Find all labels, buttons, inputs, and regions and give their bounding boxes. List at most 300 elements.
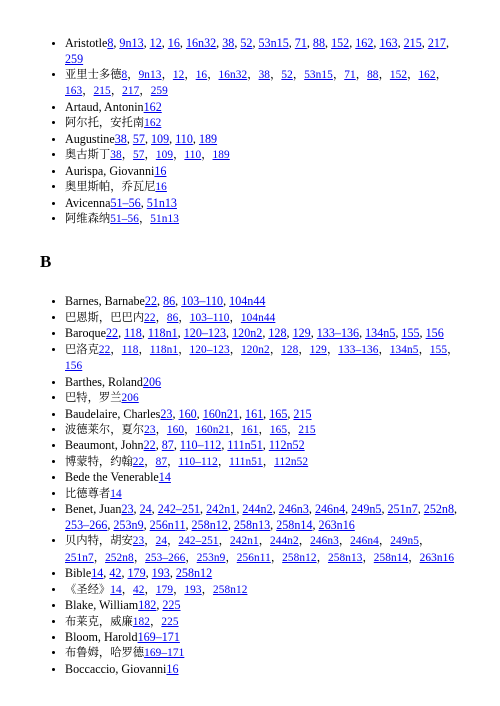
index-entry: [65, 645, 500, 661]
ref-separator: ,: [397, 36, 404, 50]
page-ref-link[interactable]: 252n8: [105, 551, 134, 564]
page-ref-link[interactable]: 179: [127, 566, 146, 581]
page-ref-link[interactable]: 103–110: [189, 311, 230, 324]
ref-separator: ，: [316, 551, 328, 564]
ref-separator: ,: [103, 566, 110, 581]
page-ref-link[interactable]: 104n44: [240, 311, 276, 324]
page-ref-link[interactable]: 118n1: [147, 326, 178, 341]
page-ref-link[interactable]: 53n15: [258, 36, 289, 50]
page-ref-link[interactable]: 16: [167, 36, 180, 50]
page-ref-link[interactable]: 206: [142, 374, 162, 389]
ref-separator: ,: [141, 326, 148, 341]
index-term: Blake, William: [65, 598, 139, 612]
page-ref-link[interactable]: 14: [110, 487, 122, 500]
page-ref-link[interactable]: 160: [178, 406, 197, 421]
index-term: Bede the Venerable: [65, 470, 159, 485]
page-ref-link[interactable]: 259: [65, 51, 84, 66]
page-ref-link[interactable]: 57: [132, 131, 145, 146]
ref-separator: ,: [143, 517, 150, 532]
index-entry: [65, 390, 500, 406]
page-ref-link[interactable]: 160: [166, 424, 185, 437]
page-ref-link[interactable]: 258n14: [373, 551, 409, 564]
page-ref-link[interactable]: 251n7: [65, 551, 94, 564]
index-term: 《圣经》: [65, 583, 111, 596]
index-entry: [65, 566, 500, 582]
page-ref-link[interactable]: 42: [133, 583, 145, 596]
page-ref-link[interactable]: 129: [292, 326, 311, 341]
index-term: Baudelaire, Charles: [65, 406, 161, 421]
page-ref-link[interactable]: 242n1: [206, 502, 237, 517]
ref-separator: ,: [196, 406, 203, 421]
page-ref-link[interactable]: 182: [138, 598, 157, 612]
index-term: Augustine: [65, 131, 115, 146]
ref-separator: ，: [362, 551, 374, 564]
ref-separator: ,: [151, 502, 158, 517]
index-list-b: [0, 294, 500, 677]
page-ref-link[interactable]: 110–112: [178, 455, 218, 468]
ref-separator: ，: [93, 551, 106, 564]
page-ref-link[interactable]: 24: [139, 502, 152, 517]
page-ref-link[interactable]: 9n13: [119, 36, 144, 50]
ref-separator: ，: [435, 69, 447, 81]
page-ref-link[interactable]: 244n2: [270, 535, 299, 548]
page-ref-link[interactable]: 258n13: [233, 517, 271, 532]
ref-separator: ，: [287, 424, 299, 437]
ref-separator: ，: [144, 535, 156, 548]
ref-separator: ,: [286, 326, 293, 341]
ref-separator: ，: [121, 149, 134, 162]
page-ref-link[interactable]: 252n8: [423, 502, 455, 517]
page-ref-link[interactable]: 246n3: [310, 535, 339, 548]
page-ref-link[interactable]: 71: [294, 36, 307, 50]
ref-separator: ,: [263, 406, 270, 421]
page-ref-link[interactable]: 244n2: [242, 502, 273, 517]
index-entry: [65, 438, 500, 454]
index-term: Artaud, Antonin: [65, 99, 144, 114]
index-term: 贝内特，胡安: [65, 535, 133, 548]
index-entry: [65, 196, 500, 212]
index-entry: [65, 164, 500, 180]
ref-separator: ，: [418, 343, 430, 356]
page-ref-link[interactable]: 120–123: [189, 343, 230, 356]
ref-separator: ,: [221, 438, 228, 453]
index-entry: [65, 407, 500, 423]
page-ref-link[interactable]: 16n32: [185, 36, 217, 50]
index-entry: [65, 211, 500, 227]
ref-separator: ,: [169, 131, 176, 146]
ref-separator: ,: [325, 36, 332, 50]
ref-separator: ,: [155, 438, 162, 453]
page-ref-link[interactable]: 120–123: [183, 326, 227, 341]
page-ref-link[interactable]: 24: [155, 535, 168, 548]
page-ref-link[interactable]: 249n5: [390, 535, 419, 548]
page-ref-link[interactable]: 111n51: [229, 455, 263, 468]
page-ref-link[interactable]: 112n52: [274, 455, 309, 468]
page-ref-link[interactable]: 259: [150, 85, 168, 98]
ref-separator: ,: [226, 326, 233, 341]
page-ref-link[interactable]: 263n16: [318, 517, 355, 532]
ref-separator: ,: [262, 438, 269, 453]
ref-separator: ，: [207, 69, 219, 81]
page-ref-link[interactable]: 23: [160, 406, 173, 421]
ref-separator: ，: [258, 535, 271, 548]
ref-separator: ,: [161, 36, 168, 50]
ref-separator: ，: [225, 551, 237, 564]
page-ref-link[interactable]: 71: [344, 69, 356, 81]
page-ref-link[interactable]: 8: [107, 36, 114, 50]
ref-separator: ,: [200, 502, 207, 517]
ref-separator: ，: [298, 535, 311, 548]
page-ref-link[interactable]: 8: [121, 69, 128, 81]
index-entry: [65, 598, 500, 614]
index-entry: [65, 630, 500, 646]
ref-separator: ,: [157, 294, 164, 309]
page-ref-link[interactable]: 38: [258, 69, 271, 81]
ref-separator: ，: [201, 149, 213, 162]
page-ref-link[interactable]: 163: [379, 36, 398, 50]
index-entry: [65, 132, 500, 148]
page-ref-link[interactable]: 110: [184, 149, 202, 162]
page-ref-link[interactable]: 22: [132, 455, 145, 468]
page-ref-link[interactable]: 242–251: [178, 535, 219, 548]
page-ref-link[interactable]: 42: [109, 566, 122, 581]
ref-separator: ，: [270, 69, 282, 81]
page-ref-link[interactable]: 111n51: [227, 438, 263, 453]
index-entry: [65, 582, 500, 598]
page-ref-link[interactable]: 215: [293, 406, 312, 421]
page-ref-link[interactable]: 16: [195, 69, 208, 81]
index-entry: [65, 179, 500, 195]
page-ref-link[interactable]: 182: [132, 615, 151, 628]
page-ref-link[interactable]: 51–56: [110, 213, 139, 226]
page-ref-link[interactable]: 134n5: [389, 343, 419, 356]
page-ref-link[interactable]: 215: [93, 85, 111, 98]
page-ref-link[interactable]: 193: [184, 583, 202, 596]
page-ref-link[interactable]: 162: [143, 99, 162, 114]
ref-separator: ,: [223, 294, 230, 309]
ref-separator: ,: [169, 566, 176, 581]
ref-separator: ，: [144, 455, 156, 468]
index-term: Baroque: [65, 326, 106, 341]
page-ref-link[interactable]: 246n4: [314, 502, 346, 517]
page-ref-link[interactable]: 152: [331, 36, 350, 50]
ref-separator: ,: [288, 36, 295, 50]
ref-separator: ，: [378, 535, 391, 548]
page-ref-link[interactable]: 162: [144, 117, 162, 130]
page-ref-link[interactable]: 253n9: [196, 551, 226, 564]
page-ref-link[interactable]: 12: [149, 36, 162, 50]
ref-separator: ,: [287, 406, 294, 421]
index-term: 博蒙特，约翰: [65, 455, 133, 468]
index-entry: [65, 310, 500, 326]
page-ref-link[interactable]: 253–266: [65, 517, 108, 532]
page-ref-link[interactable]: 251n7: [387, 502, 418, 517]
index-term: 阿尔托，安托南: [65, 117, 145, 130]
ref-separator: ，: [262, 455, 275, 468]
page-ref-link[interactable]: 88: [367, 69, 379, 81]
page-ref-link[interactable]: 57: [133, 149, 145, 162]
page-ref-link[interactable]: 162: [418, 69, 436, 81]
page-ref-link[interactable]: 156: [425, 326, 444, 341]
index-entry: [65, 486, 500, 502]
page-ref-link[interactable]: 16n32: [218, 69, 248, 81]
page-ref-link[interactable]: 22: [144, 311, 156, 324]
page-ref-link[interactable]: 51–56: [110, 195, 141, 210]
page-ref-link[interactable]: 22: [144, 294, 158, 309]
page-ref-link[interactable]: 134n5: [365, 326, 396, 341]
page-ref-link[interactable]: 161: [245, 406, 264, 421]
page-ref-link[interactable]: 179: [155, 583, 174, 596]
page-ref-link[interactable]: 51n13: [150, 213, 180, 226]
page-ref-link[interactable]: 14: [91, 566, 104, 581]
ref-separator: ，: [184, 424, 196, 437]
ref-separator: ，: [447, 343, 459, 356]
index-term: 巴恩斯，巴巴内: [65, 311, 145, 324]
index-entry: [65, 147, 500, 163]
ref-separator: ,: [227, 517, 234, 532]
page-ref-link[interactable]: 169–171: [144, 647, 185, 660]
page-ref-link[interactable]: 14: [110, 583, 122, 596]
page-ref-link[interactable]: 152: [389, 69, 408, 81]
index-term: 巴洛克: [65, 343, 99, 356]
page-ref-link[interactable]: 103–110: [181, 294, 224, 309]
page-ref-link[interactable]: 225: [161, 615, 179, 628]
page-ref-link[interactable]: 22: [105, 326, 119, 341]
ref-separator: ,: [454, 502, 458, 517]
page-ref-link[interactable]: 263n16: [419, 551, 455, 564]
page-ref-link[interactable]: 86: [163, 294, 176, 309]
page-ref-link[interactable]: 160n21: [202, 406, 239, 421]
index-term: 阿维森纳: [65, 213, 111, 226]
ref-separator: ,: [177, 326, 184, 341]
page-ref-link[interactable]: 246n4: [350, 535, 379, 548]
ref-separator: ，: [247, 69, 259, 81]
page-ref-link[interactable]: 165: [269, 424, 288, 437]
ref-separator: ，: [138, 213, 151, 226]
index-term: Barthes, Roland: [65, 374, 143, 389]
ref-separator: ，: [127, 69, 139, 81]
ref-separator: ,: [417, 502, 424, 517]
ref-separator: ,: [445, 36, 449, 50]
page-ref-link[interactable]: 22: [143, 438, 156, 453]
page-ref-link[interactable]: 86: [166, 311, 179, 324]
page-ref-link[interactable]: 217: [427, 36, 446, 50]
page-ref-link[interactable]: 249n5: [351, 502, 382, 517]
ref-separator: ，: [161, 69, 173, 81]
page-ref-link[interactable]: 51n13: [146, 195, 177, 210]
ref-separator: ，: [173, 149, 185, 162]
page-ref-link[interactable]: 253–266: [145, 551, 186, 564]
page-ref-link[interactable]: 133–136: [338, 343, 379, 356]
index-entry: [65, 614, 500, 630]
page-ref-link[interactable]: 87: [161, 438, 174, 453]
page-ref-link[interactable]: 215: [403, 36, 422, 50]
page-ref-link[interactable]: 87: [155, 455, 168, 468]
page-ref-link[interactable]: 242n1: [229, 535, 259, 548]
ref-separator: ,: [238, 406, 246, 421]
page-ref-link[interactable]: 110: [175, 131, 193, 146]
page-ref-link[interactable]: 133–136: [316, 326, 360, 341]
page-ref-link[interactable]: 118n1: [149, 343, 179, 356]
page-ref-link[interactable]: 258n12: [175, 566, 213, 581]
ref-separator: ,: [236, 502, 243, 517]
page-ref-link[interactable]: 258n13: [327, 551, 363, 564]
index-entry: [65, 342, 500, 375]
ref-separator: ,: [262, 326, 269, 341]
page-ref-link[interactable]: 53n15: [304, 69, 333, 81]
page-ref-link[interactable]: 109: [151, 131, 170, 146]
ref-separator: ，: [378, 69, 390, 81]
ref-separator: ，: [378, 343, 390, 356]
ref-separator: ，: [110, 343, 122, 356]
index-term: Bible: [65, 566, 92, 581]
ref-separator: ，: [167, 535, 179, 548]
page-ref-link[interactable]: 206: [121, 392, 139, 405]
page-ref-link[interactable]: 128: [281, 343, 299, 356]
page-ref-link[interactable]: 161: [241, 424, 259, 437]
ref-separator: ，: [217, 455, 230, 468]
page-ref-link[interactable]: 23: [144, 424, 156, 437]
page-ref-link[interactable]: 225: [162, 598, 181, 612]
index-entry: [65, 470, 500, 486]
index-term: Boccaccio, Giovanni: [65, 661, 167, 676]
index-entry: [65, 326, 500, 342]
ref-separator: ,: [310, 326, 317, 341]
page-ref-link[interactable]: 118: [121, 343, 139, 356]
page-ref-link[interactable]: 9n13: [138, 69, 162, 81]
ref-separator: ，: [229, 311, 241, 324]
ref-separator: ,: [421, 36, 428, 50]
ref-separator: ,: [234, 36, 241, 50]
page-ref-link[interactable]: 155: [401, 326, 420, 341]
page-ref-link[interactable]: 14: [158, 470, 171, 485]
ref-separator: ，: [229, 424, 242, 437]
page-ref-link[interactable]: 258n14: [276, 517, 313, 532]
page-ref-link[interactable]: 22: [98, 343, 111, 356]
index-term: Barnes, Barnabe: [65, 294, 145, 309]
page-ref-link[interactable]: 253n9: [113, 517, 144, 532]
page-ref-link[interactable]: 16: [155, 181, 167, 194]
ref-separator: ,: [172, 406, 179, 421]
page-ref-link[interactable]: 120n2: [241, 343, 270, 356]
page-ref-link[interactable]: 165: [269, 406, 288, 421]
ref-separator: ，: [326, 343, 339, 356]
ref-separator: ，: [298, 343, 310, 356]
page-ref-link[interactable]: 88: [312, 36, 326, 50]
ref-separator: ,: [395, 326, 402, 341]
index-term: Beaumont, John: [65, 438, 144, 453]
page-ref-link[interactable]: 163: [65, 85, 83, 98]
ref-separator: ,: [272, 502, 279, 517]
index-term: 布鲁姆，哈罗德: [65, 647, 145, 660]
index-term: Benet, Juan: [65, 502, 122, 517]
ref-separator: ，: [407, 69, 419, 81]
page-ref-link[interactable]: 52: [281, 69, 293, 81]
page-ref-link[interactable]: 189: [212, 149, 230, 162]
index-entry: [65, 115, 500, 131]
page-ref-link[interactable]: 169–171: [137, 629, 180, 644]
ref-separator: ，: [133, 551, 146, 564]
index-entry: [65, 533, 500, 566]
page-ref-link[interactable]: 258n12: [282, 551, 317, 564]
index-entry: [65, 67, 500, 100]
page-ref-link[interactable]: 104n44: [229, 294, 266, 309]
page-ref-link[interactable]: 52: [240, 36, 253, 50]
page-ref-link[interactable]: 215: [298, 424, 316, 437]
page-ref-link[interactable]: 23: [132, 535, 145, 548]
page-ref-link[interactable]: 109: [155, 149, 174, 162]
ref-separator: ,: [270, 517, 277, 532]
ref-separator: ,: [144, 131, 151, 146]
page-ref-link[interactable]: 189: [198, 131, 218, 146]
index-entry: [65, 375, 500, 391]
index-term: Aristotle: [65, 36, 108, 50]
index-term: 波德莱尔，夏尔: [65, 424, 145, 437]
ref-separator: ，: [110, 85, 123, 98]
page-ref-link[interactable]: 193: [151, 566, 170, 581]
ref-separator: ,: [349, 36, 356, 50]
ref-separator: ，: [338, 535, 351, 548]
page-ref-link[interactable]: 118: [124, 326, 142, 341]
index-entry: [65, 36, 500, 67]
ref-separator: ，: [150, 615, 162, 628]
page-ref-link[interactable]: 23: [121, 502, 134, 517]
page-ref-link[interactable]: 129: [309, 343, 327, 356]
page-ref-link[interactable]: 112n52: [268, 438, 305, 453]
ref-separator: ，: [155, 424, 167, 437]
page-ref-link[interactable]: 38: [114, 131, 127, 146]
ref-separator: ，: [121, 583, 134, 596]
page-ref-link[interactable]: 256n11: [149, 517, 186, 532]
page-ref-link[interactable]: 12: [172, 69, 185, 81]
ref-separator: ,: [145, 566, 152, 581]
ref-separator: ,: [118, 326, 125, 341]
ref-separator: ，: [167, 455, 179, 468]
page-ref-link[interactable]: 128: [268, 326, 287, 341]
ref-separator: ,: [359, 326, 366, 341]
section-heading-b: B: [40, 252, 52, 272]
ref-separator: ,: [345, 502, 352, 517]
ref-separator: ,: [308, 502, 315, 517]
page-ref-link[interactable]: 160n21: [195, 424, 230, 437]
page-ref-link[interactable]: 217: [122, 85, 140, 98]
ref-separator: ,: [121, 566, 128, 581]
page-ref-link[interactable]: 242–251: [157, 502, 201, 517]
ref-separator: ,: [373, 36, 380, 50]
ref-separator: ，: [138, 343, 150, 356]
page-ref-link[interactable]: 16: [166, 661, 179, 676]
ref-separator: ，: [144, 149, 156, 162]
index-term: 巴特，罗兰: [65, 392, 122, 405]
page-ref-link[interactable]: 38: [110, 149, 122, 162]
page-ref-link[interactable]: 258n12: [212, 583, 248, 596]
page-ref-link[interactable]: 246n3: [278, 502, 309, 517]
page-ref-link[interactable]: 120n2: [232, 326, 263, 341]
page-ref-link[interactable]: 110–112: [179, 438, 222, 453]
page-ref-link[interactable]: 38: [222, 36, 235, 50]
page-ref-link[interactable]: 256n11: [236, 551, 271, 564]
page-ref-link[interactable]: 155: [429, 343, 448, 356]
page-ref-link[interactable]: 162: [355, 36, 374, 50]
index-entry: [65, 662, 500, 678]
ref-separator: ，: [173, 583, 185, 596]
page-ref-link[interactable]: 258n12: [191, 517, 228, 532]
ref-separator: ,: [179, 36, 186, 50]
page-ref-link[interactable]: 16: [154, 163, 167, 178]
ref-separator: ，: [258, 424, 270, 437]
page-ref-link[interactable]: 156: [65, 360, 83, 373]
ref-separator: ,: [306, 36, 313, 50]
